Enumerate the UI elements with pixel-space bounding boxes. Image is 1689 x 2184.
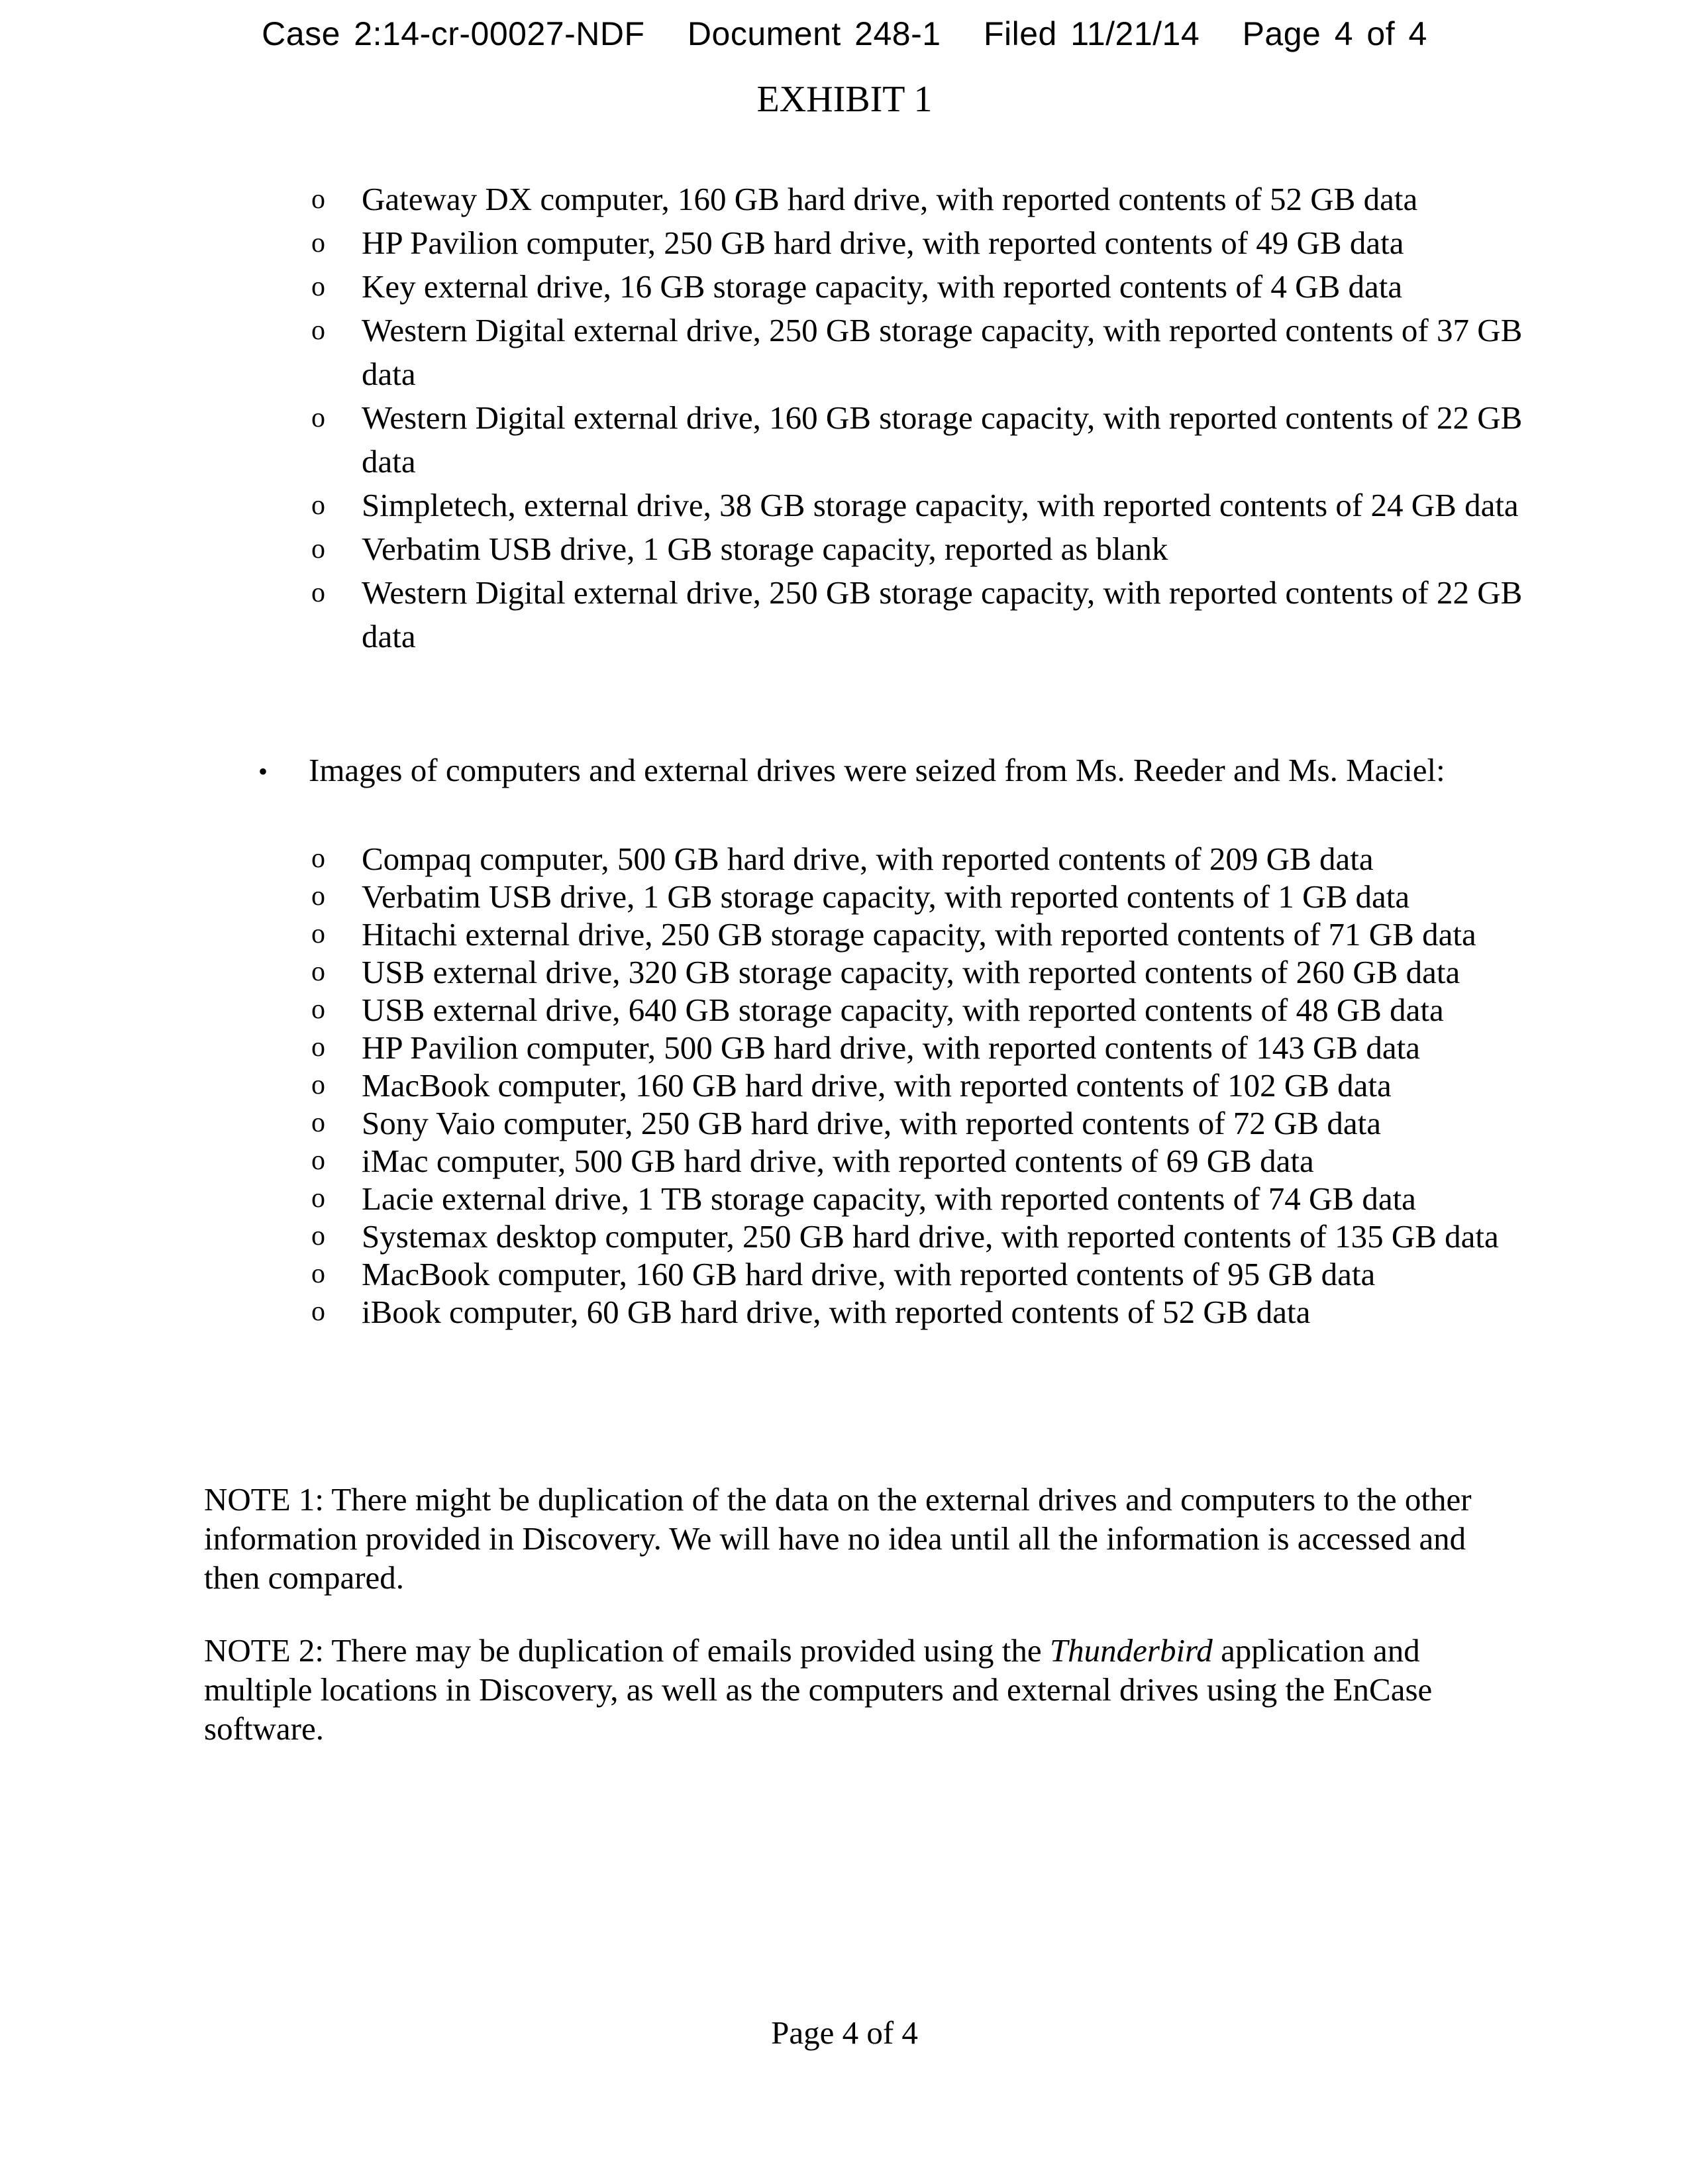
device-list-a [306, 178, 1525, 658]
document-number: Document 248-1 [687, 15, 941, 52]
list-item [306, 1180, 1538, 1218]
list-item [306, 1066, 1538, 1104]
hollow-bullet-icon: o [311, 1145, 325, 1176]
list-item [306, 265, 1525, 309]
list-item-text: iMac computer, 500 GB hard drive, with reported contents of 69 GB data [362, 1143, 1314, 1179]
list-item-text: Lacie external drive, 1 TB storage capacity, with reported contents of 74 GB data [362, 1180, 1416, 1217]
list-item-text: Compaq computer, 500 GB hard drive, with reported contents of 209 GB data [362, 841, 1374, 877]
list-item [306, 571, 1525, 658]
hollow-bullet-icon: o [311, 534, 325, 564]
note-1: NOTE 1: There might be duplication of the data on the external drives and computers to the other information provided in Discovery. We will have no idea until all the information is accessed and then compared. [204, 1481, 1472, 1596]
footer-page-number: Page 4 of 4 [771, 2014, 918, 2051]
list-item [306, 1293, 1538, 1331]
section-heading: Images of computers and external drives were seized from Ms. Reeder and Ms. Maciel: [309, 752, 1445, 788]
list-item-text: USB external drive, 640 GB storage capacity, with reported contents of 48 GB data [362, 992, 1444, 1028]
note-2-text-end: application and multiple locations in Discovery, as well as the computers and external drives using the EnCase software. [204, 1632, 1433, 1747]
case-number: Case 2:14-cr-00027-NDF [262, 15, 645, 52]
list-item-text: HP Pavilion computer, 500 GB hard drive, with reported contents of 143 GB data [362, 1029, 1420, 1066]
hollow-bullet-icon: o [311, 1259, 325, 1289]
court-filing-stamp [0, 15, 1689, 53]
hollow-bullet-icon: o [311, 957, 325, 987]
list-item-text: HP Pavilion computer, 250 GB hard drive, with reported contents of 49 GB data [362, 225, 1404, 261]
hollow-bullet-icon: o [311, 184, 325, 215]
hollow-bullet-icon: o [311, 403, 325, 433]
hollow-bullet-icon: o [311, 1221, 325, 1251]
filed-date: Filed 11/21/14 [983, 15, 1200, 52]
list-item [306, 1142, 1538, 1180]
list-item [306, 527, 1525, 571]
list-item [306, 953, 1538, 991]
exhibit-title: EXHIBIT 1 [756, 79, 933, 120]
hollow-bullet-icon: o [311, 1296, 325, 1327]
hollow-bullet-icon: o [311, 315, 325, 346]
hollow-bullet-icon: o [311, 919, 325, 949]
hollow-bullet-icon: o [311, 490, 325, 521]
list-item [306, 221, 1525, 265]
list-item-text: Gateway DX computer, 160 GB hard drive, with reported contents of 52 GB data [362, 181, 1418, 217]
list-item [306, 991, 1538, 1029]
list-item [306, 878, 1538, 915]
list-item-text: Simpletech, external drive, 38 GB storage capacity, with reported contents of 24 GB data [362, 487, 1519, 523]
list-item-text: iBook computer, 60 GB hard drive, with reported contents of 52 GB data [362, 1294, 1311, 1330]
hollow-bullet-icon: o [311, 578, 325, 608]
list-item-text: Western Digital external drive, 250 GB storage capacity, with reported contents of 22 GB data [362, 574, 1523, 654]
seized-images-section [258, 750, 1464, 791]
list-item-text: Hitachi external drive, 250 GB storage capacity, with reported contents of 71 GB data [362, 916, 1476, 953]
solid-bullet-icon: • [258, 756, 268, 786]
list-item [306, 1218, 1538, 1255]
note-2-text-start: NOTE 2: There may be duplication of emails provided using the [204, 1632, 1050, 1669]
note-2 [204, 1631, 1496, 1748]
hollow-bullet-icon: o [311, 843, 325, 874]
list-item [306, 396, 1525, 484]
list-item-text: Key external drive, 16 GB storage capacity, with reported contents of 4 GB data [362, 268, 1403, 305]
hollow-bullet-icon: o [311, 1070, 325, 1100]
list-item-text: Verbatim USB drive, 1 GB storage capacity, with reported contents of 1 GB data [362, 878, 1410, 915]
list-item-text: Verbatim USB drive, 1 GB storage capacity, reported as blank [362, 531, 1168, 567]
hollow-bullet-icon: o [311, 1108, 325, 1138]
hollow-bullet-icon: o [311, 1032, 325, 1063]
hollow-bullet-icon: o [311, 994, 325, 1025]
list-item [306, 484, 1525, 527]
list-item [306, 178, 1525, 221]
list-item-text: Western Digital external drive, 160 GB storage capacity, with reported contents of 22 GB data [362, 399, 1523, 480]
list-item [306, 840, 1538, 878]
list-item [306, 1255, 1538, 1293]
hollow-bullet-icon: o [311, 272, 325, 302]
list-item [306, 309, 1525, 396]
hollow-bullet-icon: o [311, 228, 325, 258]
list-item [306, 915, 1538, 953]
list-item-text: MacBook computer, 160 GB hard drive, with reported contents of 102 GB data [362, 1067, 1392, 1104]
device-list-b [306, 840, 1538, 1331]
hollow-bullet-icon: o [311, 881, 325, 911]
list-item-text: Systemax desktop computer, 250 GB hard drive, with reported contents of 135 GB data [362, 1218, 1499, 1255]
list-item [306, 1104, 1538, 1142]
note-2-app-name: Thunderbird [1049, 1632, 1213, 1669]
stamp-page-number: Page 4 of 4 [1242, 15, 1427, 52]
list-item-text: Western Digital external drive, 250 GB storage capacity, with reported contents of 37 GB data [362, 312, 1523, 392]
hollow-bullet-icon: o [311, 1183, 325, 1214]
list-item-text: Sony Vaio computer, 250 GB hard drive, with reported contents of 72 GB data [362, 1105, 1381, 1141]
list-item-text: USB external drive, 320 GB storage capacity, with reported contents of 260 GB data [362, 954, 1460, 990]
list-item-text: MacBook computer, 160 GB hard drive, with reported contents of 95 GB data [362, 1256, 1376, 1292]
list-item [306, 1029, 1538, 1066]
